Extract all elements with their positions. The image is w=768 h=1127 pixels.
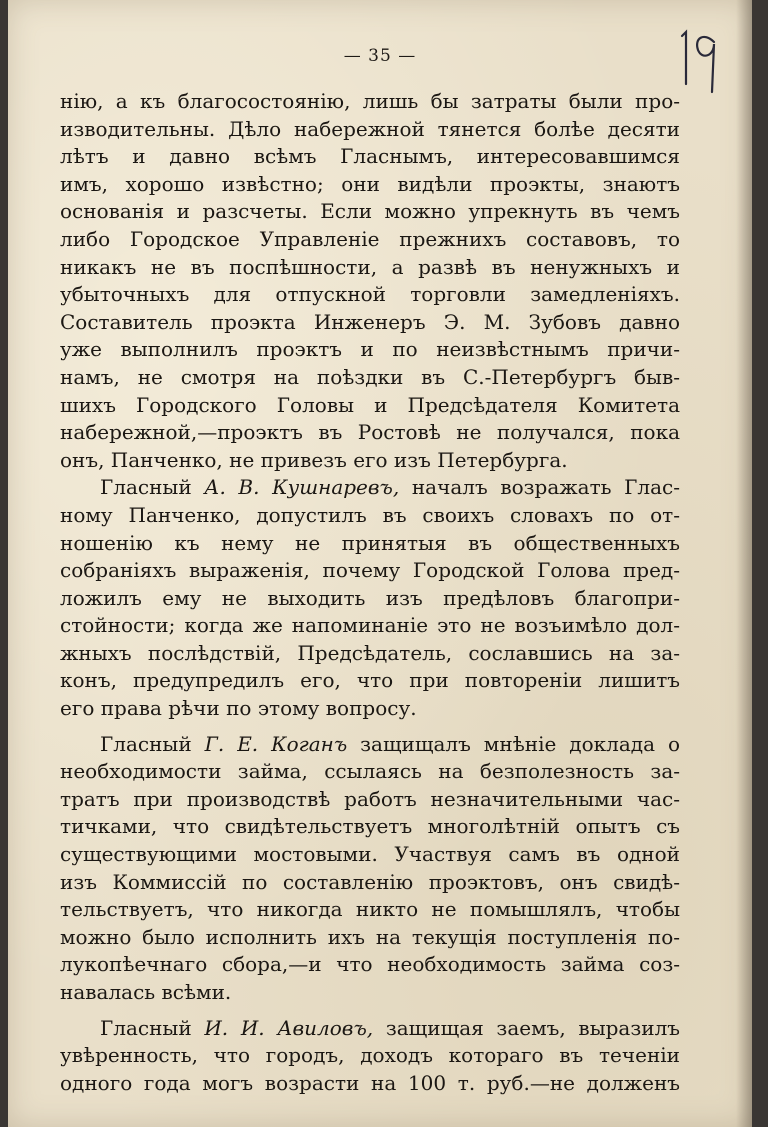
text-line: ношенію къ нему не принятыя въ общественныхъ <box>60 530 680 555</box>
text-line: никакъ не въ поспѣшности, а развѣ въ ненужныхъ и <box>60 254 680 279</box>
paragraph-first-line <box>60 1015 680 1043</box>
paragraph-first-rest: защищая заемъ, выразилъ <box>373 1015 680 1040</box>
text-line: необходимости займа, ссылаясь на безполезность за- <box>60 759 680 784</box>
text-line: набережной,—проэктъ въ Ростовѣ не получался, пока <box>60 420 680 445</box>
text-line: лѣтъ и давно всѣмъ Гласнымъ, интересовавшимся <box>60 144 680 169</box>
text-line: либо Городское Управленіе прежнихъ составовъ, то <box>60 226 680 251</box>
text-line: ному Панченко, допустилъ въ своихъ словахъ по от- <box>60 502 680 527</box>
text-line: изъ Коммиссій по составленію проэктовъ, онъ свидѣ- <box>60 869 680 894</box>
text-line: намъ, не смотря на поѣздки въ С.-Петербургъ быв- <box>60 364 680 389</box>
text-line: шихъ Городского Головы и Предсѣдателя Комитета <box>60 392 680 417</box>
text-line: лукопѣечнаго сбора,—и что необходимость займа соз- <box>60 952 680 977</box>
speaker-name: И. И. Авиловъ, <box>204 1015 374 1040</box>
paragraph-first-rest: защищалъ мнѣніе доклада о <box>347 731 680 756</box>
paragraph-first-rest: началъ возражать Глас- <box>399 475 680 500</box>
text-line: существующими мостовыми. Участвуя самъ въ одной <box>60 842 680 867</box>
speaker-name: Г. Е. Коганъ <box>204 731 348 756</box>
text-line: Составитель проэкта Инженеръ Э. М. Зубовъ давно <box>60 309 680 334</box>
paragraph-lead: Гласный <box>100 1015 205 1040</box>
page-body <box>60 88 680 1097</box>
text-line: имъ, хорошо извѣстно; они видѣли проэкты, знаютъ <box>60 171 680 196</box>
text-line: увѣренность, что городъ, доходъ котораго въ теченіи <box>60 1043 680 1068</box>
paragraph-lead: Гласный <box>100 475 205 500</box>
text-line: конъ, предупредилъ его, что при повтореніи лишитъ <box>60 668 680 693</box>
page-number: — 35 — <box>343 46 417 66</box>
paragraph-gap <box>60 1007 680 1015</box>
paragraph-first-line <box>60 731 680 759</box>
text-line: онъ, Панченко, не привезъ его изъ Петербурга. <box>60 447 568 472</box>
text-line: уже выполнилъ проэктъ и по неизвѣстнымъ причи- <box>60 337 680 362</box>
text-line: стойности; когда же напоминаніе это не возъимѣло дол- <box>60 613 680 638</box>
text-line: изводительны. Дѣло набережной тянется болѣе десяти <box>60 116 680 141</box>
text-line: убыточныхъ для отпускной торговли замедленіяхъ. <box>60 282 680 307</box>
text-line: ложилъ ему не выходить изъ предѣловъ благопри- <box>60 585 680 610</box>
text-line: нію, а къ благосостоянію, лишь бы затраты были про- <box>60 89 680 113</box>
text-line: тичками, что свидѣтельствуетъ многолѣтній опытъ съ <box>60 814 680 839</box>
speaker-name: А. В. Кушнаревъ, <box>204 475 400 500</box>
text-line: тратъ при производствѣ работъ незначительными час- <box>60 786 680 811</box>
paragraph-gap <box>60 723 680 731</box>
page-edge-shadow <box>736 0 752 1127</box>
text-line: основанія и разсчеты. Если можно упрекнуть въ чемъ <box>60 199 680 224</box>
handwritten-page-mark <box>674 22 724 96</box>
text-line: его права рѣчи по этому вопросу. <box>60 696 417 721</box>
text-line: собраніяхъ выраженія, почему Городской Голова пред- <box>60 558 680 583</box>
text-line: жныхъ послѣдствій, Предсѣдатель, сославшись на за- <box>60 640 680 665</box>
text-line: навалась всѣми. <box>60 980 232 1004</box>
paragraph-first-line <box>60 474 680 502</box>
text-line: тельствуетъ, что никогда никто не помышлялъ, чтобы <box>60 897 680 922</box>
document-page <box>8 0 752 1127</box>
paragraph-lead: Гласный <box>100 731 205 756</box>
text-line: одного года могъ возрасти на 100 т. руб.—не долженъ <box>60 1070 680 1095</box>
text-line: можно было исполнить ихъ на текущія поступленія по- <box>60 924 680 949</box>
